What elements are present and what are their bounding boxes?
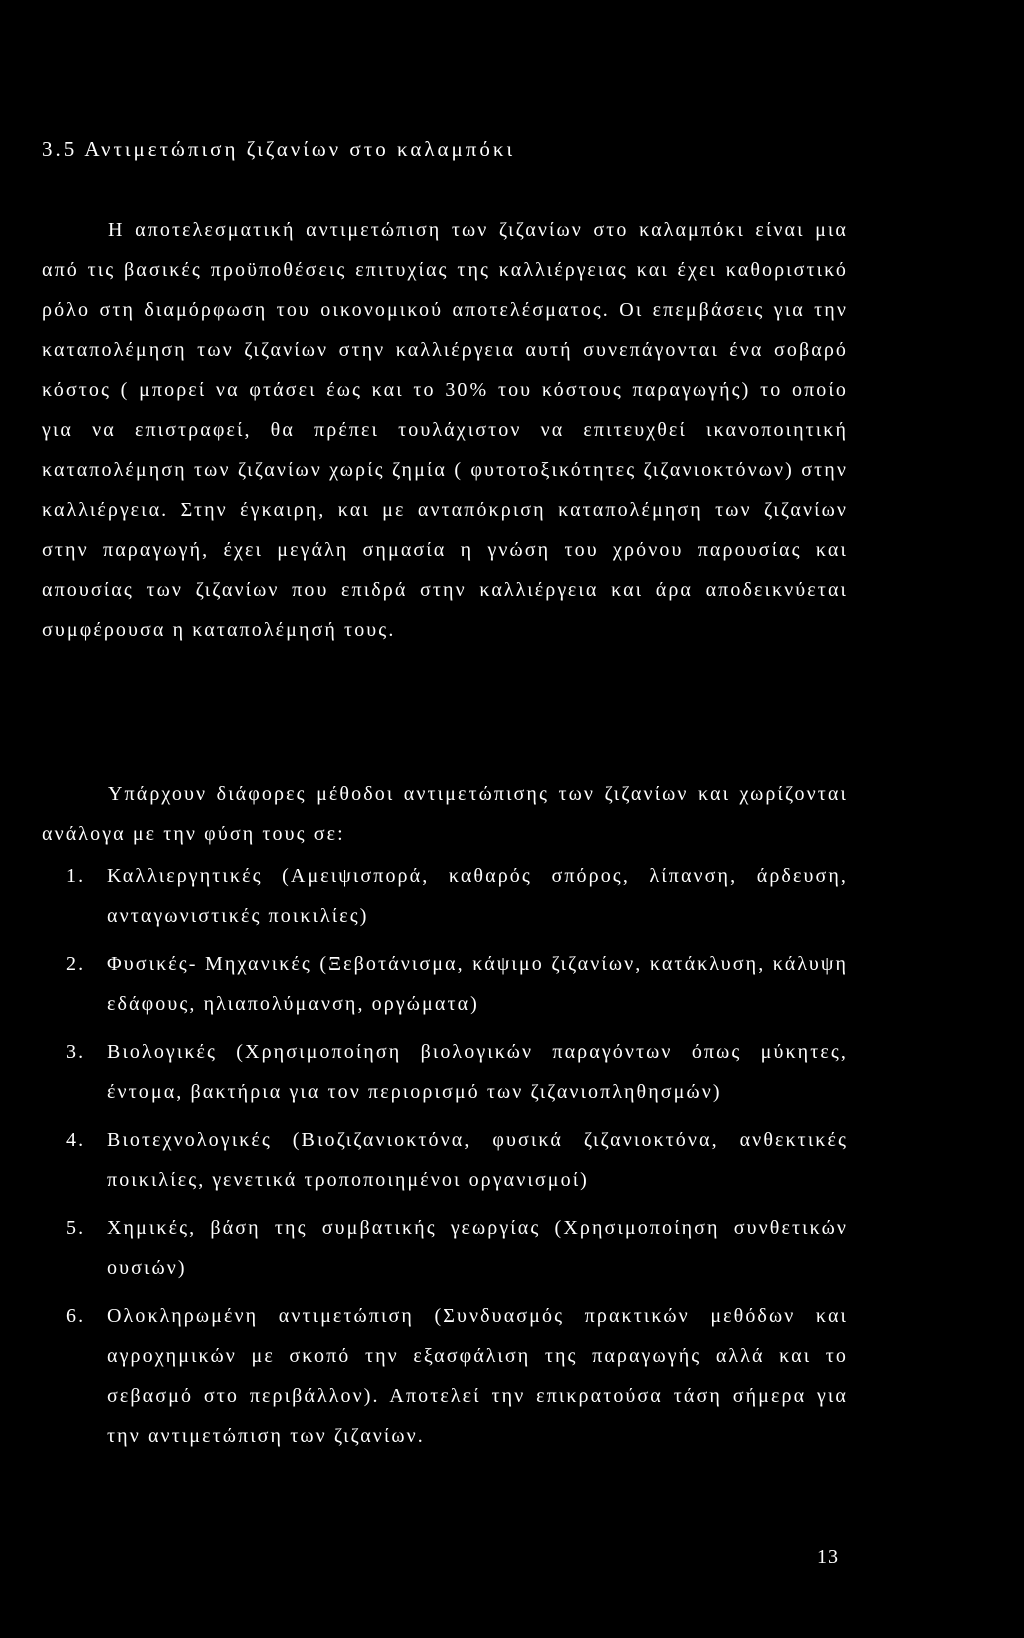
list-item-text: Χημικές, βάση της συμβατικής γεωργίας (Χρησιμοποίηση συνθετικών ουσιών) [107,1217,848,1279]
list-item-number: 6. [66,1305,86,1327]
list-item [42,1296,848,1456]
list-item [42,944,848,1024]
section-heading: 3.5 Αντιμετώπιση ζιζανίων στο καλαμπόκι [42,137,516,161]
list-item-text: Φυσικές- Μηχανικές (Ξεβοτάνισμα, κάψιμο ζιζανίων, κατάκλυση, κάλυψη εδάφους, ηλιαπολύμανση, οργώματα) [107,953,848,1015]
list-item-text: Ολοκληρωμένη αντιμετώπιση (Συνδυασμός πρακτικών μεθόδων και αγροχημικών με σκοπό την εξασφάλιση της παραγωγής αλλά και το σεβασμό στο περιβάλλον). Αποτελεί την επικρατούσα τάση σήμερα για την αντιμετώπιση των ζιζανίων. [107,1305,848,1447]
list-item [42,1032,848,1112]
list-item [42,1120,848,1200]
list-item-text: Βιολογικές (Χρησιμοποίηση βιολογικών παραγόντων όπως μύκητες, έντομα, βακτήρια για τον περιορισμό των ζιζανιοπληθησμών) [107,1041,848,1103]
list-item-number: 3. [66,1041,86,1063]
methods-list [42,856,848,1464]
list-item-number: 4. [66,1129,86,1151]
list-item-text: Βιοτεχνολογικές (Βιοζιζανιοκτόνα, φυσικά ζιζανιοκτόνα, ανθεκτικές ποικιλίες, γενετικά τροποποιημένοι οργανισμοί) [107,1129,848,1191]
list-item-number: 1. [66,865,86,887]
list-item [42,856,848,936]
list-item-number: 2. [66,953,86,975]
page-number: 13 [817,1546,839,1568]
methods-intro-paragraph: Υπάρχουν διάφορες μέθοδοι αντιμετώπισης των ζιζανίων και χωρίζονται ανάλογα με την φύση τους σε: [42,783,848,845]
list-item-text: Καλλιεργητικές (Αμειψισπορά, καθαρός σπόρος, λίπανση, άρδευση, ανταγωνιστικές ποικιλίες) [107,865,848,927]
list-item-number: 5. [66,1217,86,1239]
list-item [42,1208,848,1288]
intro-paragraph: Η αποτελεσματική αντιμετώπιση των ζιζανίων στο καλαμπόκι είναι μια από τις βασικές προϋποθέσεις επιτυχίας της καλλιέργειας και έχει καθοριστικό ρόλο στη διαμόρφωση του οικονομικού αποτελέσματος. Οι επεμβάσεις για την καταπολέμηση των ζιζανίων στην καλλιέργεια αυτή συνεπάγονται ένα σοβαρό κόστος ( μπορεί να φτάσει έως και το 30% του κόστους παραγωγής) το οποίο για να επιστραφεί, θα πρέπει τουλάχιστον να επιτευχθεί ικανοποιητική καταπολέμηση των ζιζανίων χωρίς ζημία ( φυτοτοξικότητες ζιζανιοκτόνων) στην καλλιέργεια. Στην έγκαιρη, και με ανταπόκριση καταπολέμηση των ζιζανίων στην παραγωγή, έχει μεγάλη σημασία η γνώση του χρόνου παρουσίας και απουσίας των ζιζανίων που επιδρά στην καλλιέργεια και άρα αποδεικνύεται συμφέρουσα η καταπολέμησή τους. [42,219,848,641]
